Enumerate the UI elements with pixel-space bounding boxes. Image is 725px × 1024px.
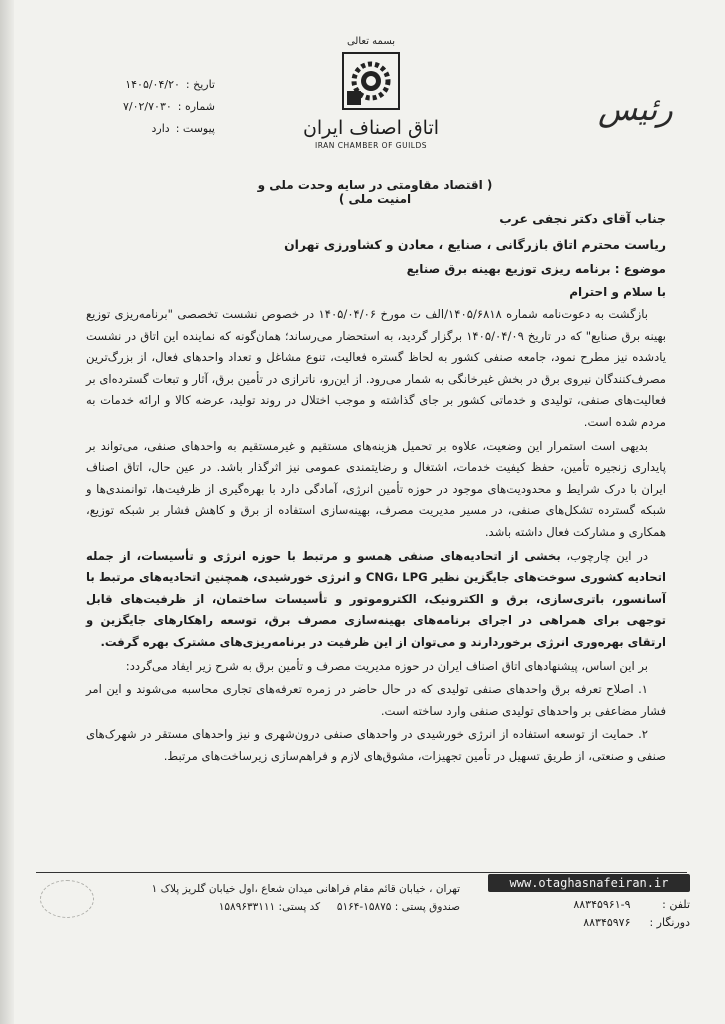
footer-address [100, 880, 460, 916]
fax-label: دورنگار : [649, 916, 690, 929]
paragraph-3 [86, 546, 666, 654]
fax-row [480, 914, 690, 932]
date-value: ۱۴۰۵/۰۴/۲۰ [125, 78, 180, 91]
phone-value: ۸۸۳۴۵۹۶۱-۹ [573, 898, 631, 911]
list-item-2: ۲. حمایت از توسعه استفاده از انرژی خورشیدی در واحدهای صنفی درون‌شهری و نیز واحدهای مستقر در شهرک‌های صنفی و صنعتی، از طریق تسهیل در تأمین تجهیزات، مشوق‌های لازم و فراهم‌سازی زیرساخت‌های مرتبط. [86, 727, 666, 763]
logo-basmala: بسمه تعالی [346, 36, 396, 47]
phone-row [480, 896, 690, 914]
raees-handwriting: رئیس [598, 90, 673, 128]
attachment-row [90, 118, 215, 140]
scan-edge [0, 0, 14, 1024]
paragraph-1: بازگشت به دعوت‌نامه شماره ۱۴۰۵/۶۸۱۸/الف ت مورخ ۱۴۰۵/۰۴/۰۶ در خصوص نشست تخصصی "برنامه‌ریزی توزیع بهینه برق صنایع" که در تاریخ ۱۴۰۵/۰۴/۰۹ برگزار گردید، به استحضار می‌رساند؛ همان‌گونه که نماینده این اتاق در نشست یادشده نیز مطرح نمود، جامعه صنفی کشور به لحاظ گستره فعالیت، تنوع مشاغل و تعداد واحدهای فعال، از بزرگ‌ترین مصرف‌کنندگان نیروی برق در بخش غیرخانگی به شمار می‌رود. از این‌رو، ناترازی در تأمین برق، آثار و تبعات گسترده‌ای بر فعالیت‌های صنفی، تولیدی و خدماتی کشور بر جای گذاشته و موجب اختلال در روند تولید، عرضه کالا و ارائه خدمات به مردم شده است. [86, 307, 667, 429]
paragraph-2: بدیهی است استمرار این وضعیت، علاوه بر تحمیل هزینه‌های مستقیم و غیرمستقیم به واحدهای صنفی، می‌تواند بر پایداری زنجیره تأمین، حفظ کیفیت خدمات، اشتغال و رضایتمندی عمومی نیز اثرگذار باشد. در عین حال، اتاق اصناف ایران با درک شرایط و محدودیت‌های موجود در حوزه تأمین انرژی، آمادگی دارد با بهره‌گیری از ظرفیت‌ها، توانمندی‌ها و شبکه گسترده تشکل‌های صنفی، در مسیر مدیریت مصرف، بهینه‌سازی استفاده از برق و کاهش فشار بر شبکه توزیع، همکاری و مشارکت فعال داشته باشد. [86, 438, 666, 539]
footer-contact [480, 874, 690, 932]
number-value: ۷/۰۲/۷۰۳۰ [123, 100, 172, 113]
phone-label: تلفن : [662, 898, 690, 911]
po-box-label: صندوق پستی : [394, 901, 460, 913]
org-name-fa: اتاق اصناف ایران [302, 117, 440, 139]
recipient-name: جناب آقای دکتر نجفی عرب [499, 211, 666, 226]
phone-block [480, 896, 690, 932]
letter-body [86, 206, 666, 769]
letter-subject: موضوع : برنامه ریزی توزیع بهینه برق صنایع [406, 262, 666, 276]
postal-row [100, 898, 460, 916]
stamp-mark [40, 880, 94, 918]
list-item-1: ۱. اصلاح تعرفه برق واحدهای صنفی تولیدی که در حال حاضر در زمره تعرفه‌های تجاری محاسبه می‌شوند و این امر فشار مضاعفی بر واحدهای تولیدی صنفی وارد ساخته است. [86, 682, 666, 718]
salutation: با سلام و احترام [569, 285, 666, 299]
number-row [90, 96, 215, 118]
gear-logo-icon [341, 51, 401, 111]
date-row [90, 74, 215, 96]
attachment-label: پیوست : [175, 122, 215, 135]
recipient-title: ریاست محترم اتاق بازرگانی ، صنایع ، معادن و کشاورزی تهران [284, 237, 666, 252]
motto: ( اقتصاد مقاومتی در سایه وحدت ملی و امنیت ملی ) [257, 178, 493, 206]
paragraph-3-prefix: در این چارچوب، [566, 548, 648, 563]
org-name-en: IRAN CHAMBER OF GUILDS [314, 141, 428, 150]
date-label: تاریخ : [185, 78, 215, 91]
footer-divider [36, 872, 687, 873]
fax-value: ۸۸۳۴۵۹۷۶ [583, 916, 631, 929]
paragraph-3-bold: بخشی از اتحادیه‌های صنفی همسو و مرتبط با حوزه انرژی و تأسیسات، از جمله اتحادیه کشوری سوخت‌های جایگزین نظیر CNG، LPG و انرژی خورشیدی، همچنین اتحادیه‌های مرتبط با آسانسور، باتری‌سازی، برق و الکترونیک، الکتروموتور و تأسیسات ساختمان، از ظرفیت‌های قابل توجهی برای همراهی در اجرای برنامه‌های بهینه‌سازی مصرف برق، توسعه راهکارهای جایگزین و ارتقای بهره‌وری انرژی برخوردارند و می‌توان از این ظرفیت در برنامه‌ریزی‌های مشترک بهره گرفت. [86, 548, 666, 649]
po-box-value: ۱۵۸۷۵-۵۱۶۴ [336, 901, 392, 913]
attachment-value: دارد [151, 122, 170, 135]
paragraph-4: بر این اساس، پیشنهادهای اتاق اصناف ایران در حوزه مدیریت مصرف و تأمین برق به شرح زیر ایفاد می‌گردد: [125, 658, 648, 673]
postal-code-label: کد پستی: [278, 901, 321, 913]
address-line: تهران ، خیابان قائم مقام فراهانی میدان شعاع ،اول خیابان گلریز پلاک ۱ [151, 883, 460, 895]
org-logo-block [296, 36, 446, 150]
postal-code-value: ۱۵۸۹۶۳۳۱۱۱ [218, 901, 276, 913]
website-link[interactable]: www.otaghasnafeiran.ir [488, 874, 690, 892]
number-label: شماره : [177, 100, 215, 113]
letter-meta [90, 74, 215, 140]
